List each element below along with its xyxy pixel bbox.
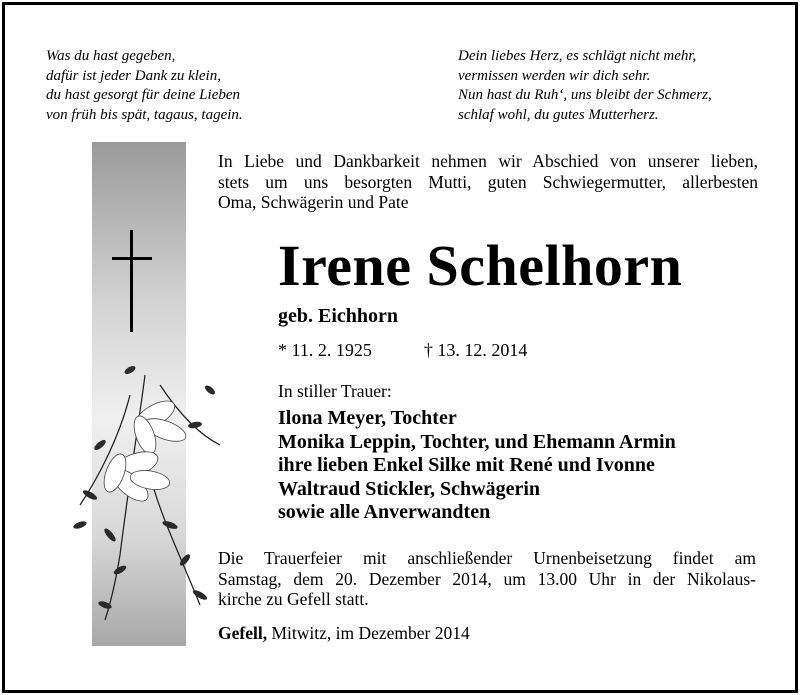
funeral-line: Die Trauerfeier mit anschließender Urnenbeisetzung findet am bbox=[218, 548, 756, 568]
mourner-line: Monika Leppin, Tochter, und Ehemann Armin bbox=[278, 430, 676, 453]
poem-line: Dein liebes Herz, es schlägt nicht mehr, bbox=[458, 48, 697, 64]
closing-line bbox=[218, 623, 470, 644]
funeral-line: Samstag, dem 20. Dezember 2014, um 13.00 Uhr in der Nikolaus- bbox=[218, 568, 756, 589]
intro-line: stets um uns besorgten Mutti, guten Schwiegermutter, allerbesten bbox=[218, 171, 758, 192]
mourner-line: ihre lieben Enkel Silke mit René und Ivonne bbox=[278, 454, 655, 476]
intro-text bbox=[218, 151, 758, 213]
intro-line: Oma, Schwägerin und Pate bbox=[218, 192, 409, 212]
poem-line: du hast gesorgt für deine Lieben bbox=[46, 87, 241, 103]
poem-line: von früh bis spät, tagaus, tagein. bbox=[46, 106, 243, 123]
mourner-line: Waltraud Stickler, Schwägerin bbox=[278, 477, 541, 500]
death-date: † 13. 12. 2014 bbox=[423, 340, 528, 360]
funeral-info bbox=[218, 548, 756, 610]
birth-name: geb. Eichhorn bbox=[278, 305, 399, 327]
closing-place: Gefell, bbox=[218, 623, 268, 643]
life-dates bbox=[278, 340, 527, 361]
deceased-name: Irene Schelhorn bbox=[278, 233, 683, 298]
poem-line: vermissen werden wir dich sehr. bbox=[458, 67, 651, 84]
poem-line: schlaf wohl, du gutes Mutterherz. bbox=[458, 106, 659, 123]
lily-bouquet-image bbox=[60, 355, 230, 625]
poem-line: Nun hast du Ruh‘, uns bleibt der Schmerz, bbox=[458, 87, 712, 103]
cross-icon bbox=[112, 230, 152, 332]
intro-line: In Liebe und Dankbarkeit nehmen wir Abschied von unserer lieben, bbox=[218, 151, 758, 171]
mourner-line: Ilona Meyer, Tochter bbox=[278, 407, 457, 429]
poem-line: Was du hast gegeben, bbox=[46, 48, 176, 64]
poem-right bbox=[458, 47, 712, 125]
funeral-line: kirche zu Gefell statt. bbox=[218, 589, 369, 609]
poem-line: dafür ist jeder Dank zu klein, bbox=[46, 67, 221, 84]
poem-left bbox=[46, 47, 243, 125]
mourners-list bbox=[278, 407, 676, 525]
mourning-label: In stiller Trauer: bbox=[278, 381, 392, 401]
birth-date: * 11. 2. 1925 bbox=[278, 340, 372, 360]
closing-rest: Mitwitz, im Dezember 2014 bbox=[267, 623, 470, 643]
mourner-line: sowie alle Anverwandten bbox=[278, 501, 491, 523]
